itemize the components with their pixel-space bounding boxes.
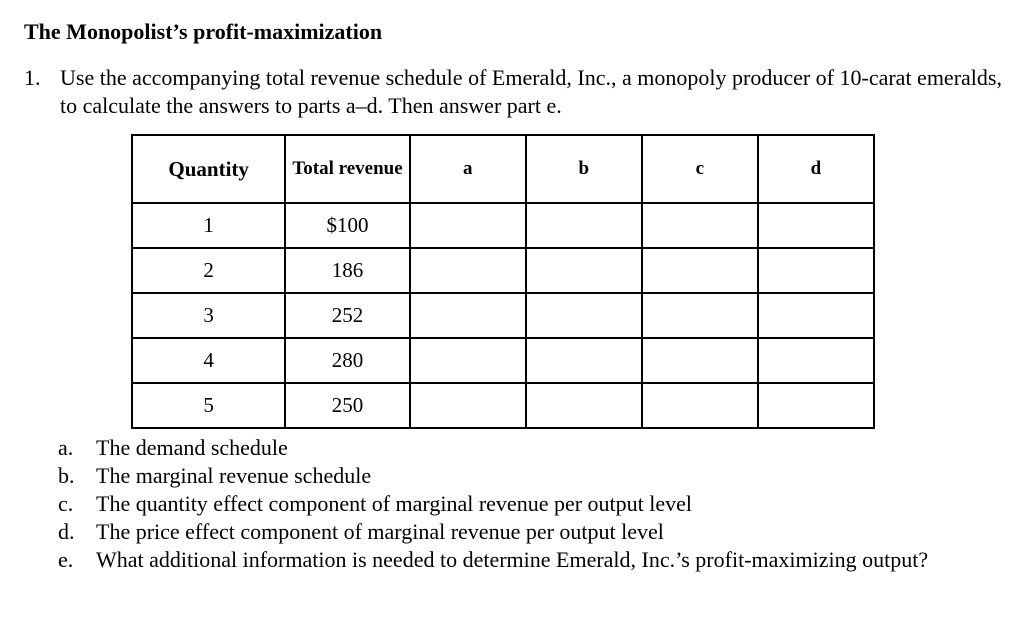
- cell-a: [410, 248, 526, 293]
- cell-total-revenue: 186: [285, 248, 409, 293]
- list-item: [58, 462, 1008, 490]
- cell-d: [758, 338, 874, 383]
- cell-a: [410, 203, 526, 248]
- part-letter: d.: [58, 519, 75, 544]
- header-total-revenue: Total revenue: [285, 135, 409, 203]
- part-letter: e.: [58, 547, 74, 572]
- cell-c: [642, 203, 758, 248]
- table-row: [132, 203, 874, 248]
- cell-c: [642, 338, 758, 383]
- page-title: The Monopolist’s profit-maximization: [24, 19, 383, 44]
- part-letter: b.: [58, 463, 75, 488]
- cell-quantity: 3: [132, 293, 285, 338]
- table-row: [132, 383, 874, 428]
- header-c: c: [642, 135, 758, 203]
- header-b: b: [526, 135, 642, 203]
- list-item: [58, 490, 1008, 518]
- part-text: The price effect component of marginal revenue per output level: [96, 519, 664, 544]
- table-row: [132, 338, 874, 383]
- cell-total-revenue: 250: [285, 383, 409, 428]
- cell-quantity: 2: [132, 248, 285, 293]
- cell-a: [410, 338, 526, 383]
- cell-total-revenue: 252: [285, 293, 409, 338]
- cell-c: [642, 248, 758, 293]
- cell-b: [526, 383, 642, 428]
- cell-total-revenue: 280: [285, 338, 409, 383]
- list-item: [58, 546, 1008, 574]
- cell-b: [526, 293, 642, 338]
- header-quantity: Quantity: [132, 135, 285, 203]
- header-d: d: [758, 135, 874, 203]
- cell-d: [758, 248, 874, 293]
- cell-b: [526, 203, 642, 248]
- question-parts-list: [58, 434, 1008, 574]
- list-item: [58, 518, 1008, 546]
- cell-total-revenue: $100: [285, 203, 409, 248]
- cell-b: [526, 338, 642, 383]
- header-a: a: [410, 135, 526, 203]
- cell-quantity: 4: [132, 338, 285, 383]
- question: [24, 64, 1004, 120]
- part-text: The marginal revenue schedule: [96, 463, 372, 488]
- question-text: Use the accompanying total revenue schedule of Emerald, Inc., a monopoly producer of 10-carat emeralds, to calculate the answers to parts a–d. Then answer part e.: [60, 65, 1002, 118]
- part-text: The quantity effect component of marginal revenue per output level: [96, 491, 693, 516]
- cell-c: [642, 383, 758, 428]
- table-header-row: [132, 135, 874, 203]
- part-text: What additional information is needed to determine Emerald, Inc.’s profit-maximizing output?: [96, 547, 929, 572]
- part-text: The demand schedule: [96, 435, 288, 460]
- list-item: [58, 434, 1008, 462]
- question-number: 1.: [24, 65, 41, 90]
- cell-d: [758, 383, 874, 428]
- cell-d: [758, 293, 874, 338]
- cell-quantity: 1: [132, 203, 285, 248]
- cell-a: [410, 293, 526, 338]
- table-row: [132, 293, 874, 338]
- table-row: [132, 248, 874, 293]
- cell-quantity: 5: [132, 383, 285, 428]
- part-letter: a.: [58, 435, 74, 460]
- cell-d: [758, 203, 874, 248]
- part-letter: c.: [58, 491, 74, 516]
- cell-a: [410, 383, 526, 428]
- total-revenue-table: [131, 134, 875, 429]
- cell-b: [526, 248, 642, 293]
- cell-c: [642, 293, 758, 338]
